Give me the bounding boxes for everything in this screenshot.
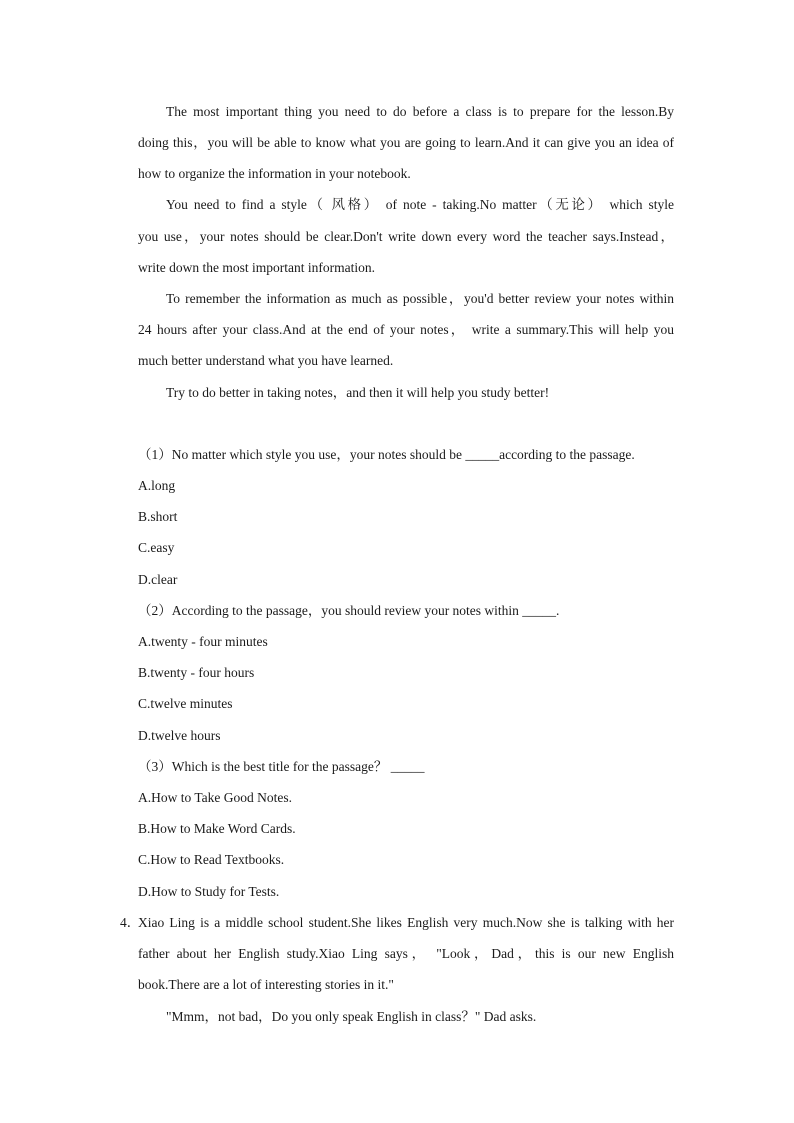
question-stem: （1）No matter which style you use，your notes should be _____according to the passage. [138,447,635,462]
passage-line: "Mmm，not bad，Do you only speak English in class？" Dad asks. [166,1009,537,1024]
passage-line: To remember the information as much as possible，you'd better review your notes within [166,291,674,306]
question-stem: （2）According to the passage，you should review your notes within _____. [138,603,560,618]
passage-line: write down the most important information. [138,260,375,275]
problem-number: 4． [120,915,141,930]
answer-option[interactable]: A.long [138,478,176,493]
passage-line: you use，your notes should be clear.Don't write down every word the teacher says.Instead， [138,229,674,244]
passage-line: doing this，you will be able to know what you are going to learn.And it can give you an idea of [138,135,674,150]
passage-line: father about her English study.Xiao Ling says， "Look，Dad，this is our new English [138,946,674,961]
answer-option[interactable]: C.twelve minutes [138,696,233,711]
passage-line: You need to find a style（ 风格） of note - taking.No matter（无论） which style [166,197,674,212]
passage-line: Xiao Ling is a middle school student.She likes English very much.Now she is talking with her [138,915,674,930]
answer-option[interactable]: A.How to Take Good Notes. [138,790,293,805]
passage-line: book.There are a lot of interesting stories in it." [138,977,394,992]
question-stem: （3）Which is the best title for the passage？ _____ [138,759,425,774]
answer-option[interactable]: C.easy [138,540,175,555]
answer-option[interactable]: D.How to Study for Tests. [138,884,280,899]
passage-line: The most important thing you need to do before a class is to prepare for the lesson.By [166,104,674,119]
answer-option[interactable]: A.twenty - four minutes [138,634,268,649]
passage-line: much better understand what you have learned. [138,353,394,368]
passage-line: how to organize the information in your notebook. [138,166,411,181]
passage-line: 24 hours after your class.And at the end of your notes， write a summary.This will help you [138,322,674,337]
answer-option[interactable]: D.twelve hours [138,728,221,743]
answer-option[interactable]: C.How to Read Textbooks. [138,852,285,867]
answer-option[interactable]: D.clear [138,572,178,587]
answer-option[interactable]: B.How to Make Word Cards. [138,821,296,836]
answer-option[interactable]: B.twenty - four hours [138,665,255,680]
passage-line: Try to do better in taking notes，and then it will help you study better! [166,385,550,400]
answer-option[interactable]: B.short [138,509,178,524]
